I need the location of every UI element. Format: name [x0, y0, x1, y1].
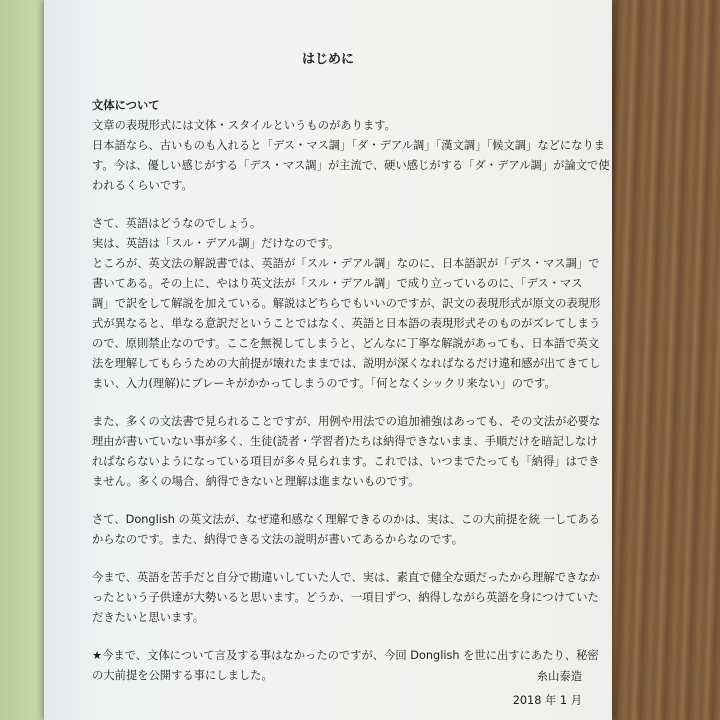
text-line: 書いてある。その上に、やはり英文法が「スル・デアル調」で成り立っているのに、「デス・マス [92, 277, 583, 290]
text-line: の大前提を公開する事にしました。 [92, 669, 273, 682]
paragraph-4 [92, 510, 602, 550]
text-line: 文章の表現形式には文体・スタイルというものがあります。 [92, 119, 396, 132]
text-line: 日本語なら、古いものも入れると「デス・マス調」「ダ・デアル調」「漢文調」「候文調」などになりま [92, 139, 606, 152]
text-line: だきたいと思います。 [92, 611, 205, 624]
text-line: 今まで、英語を苦手だと自分で勘違いしていた人で、実は、素直で健全な頭だったから理解できなか [92, 571, 600, 584]
text-line: ません。多くの場合、納得できないと理解は進まないものです。 [92, 475, 420, 488]
text-line: 調」で訳をして解説を加えている。解説はどちらでもいいのですが、訳文の表現形式が原文の表現形 [92, 297, 601, 310]
paragraph-spacer [92, 550, 602, 568]
page-title: はじめに [301, 52, 354, 67]
text-line: 法を理解してもらうための大前提が壊れたままでは、説明が深くなればなるだけ違和感が出てきてし [92, 357, 601, 370]
paragraph-3 [92, 412, 602, 492]
text-line: す。今は、優しい感じがする「デス・マス調」が主流で、硬い感じがする「ダ・デアル調」が論文で使 [92, 159, 610, 172]
text-line: 理由が書いていない事が多く、生徒(読者・学習者)たちは納得できないまま、手順だけを暗記しなけ [92, 435, 598, 448]
text-line: さて、英語はどうなのでしょう。 [92, 217, 262, 230]
text-line: ので、原則禁止なのです。ここを無視してしまうと、どんなに丁寧な解説があっても、日本語で英文 [92, 337, 600, 350]
page-body [92, 96, 610, 686]
text-line: 実は、英語は「スル・デアル調」だけなのです。 [92, 237, 340, 250]
paragraph-spacer [92, 628, 602, 646]
text-line: 式が異なると、単なる意訳だということではなく、英語と日本語の表現形式そのものがズレてしまう [92, 317, 601, 330]
paragraph-spacer [92, 492, 602, 510]
paragraph-6 [92, 646, 602, 686]
paragraph-spacer [92, 196, 602, 214]
text-line: からなのです。また、納得できる文法の説明が書いてあるからなのです。 [92, 533, 463, 546]
paragraph-5 [92, 568, 602, 628]
section-heading: 文体について [92, 99, 160, 112]
text-line: ところが、英文法の解説書では、英語が「スル・デアル調」なのに、日本語訳が「デス・マス調」で [92, 257, 600, 270]
text-line: われるくらいです。 [92, 179, 193, 192]
publication-date: 2018 年 1 月 [512, 694, 582, 707]
text-line: ればならないようになっている項目が多々見られます。これでは、いつまでたっても「納得」はでき [92, 455, 600, 468]
author-name: 糸山泰造 [536, 670, 582, 683]
paragraph-spacer [92, 394, 602, 412]
paragraph-1 [92, 116, 610, 196]
paragraph-2 [92, 214, 602, 394]
text-line: まい、入力(理解)にブレーキがかかってしまうのです。「何となくシックリ来ない」のです。 [92, 377, 556, 390]
text-line: また、多くの文法書で見られることですが、用例や用法での追加補強はあっても、その文法が必要な [92, 415, 601, 428]
text-line: ったという子供達が大勢いると思います。どうか、一項目ずつ、納得しながら英語を身につけていた [92, 591, 599, 604]
text-line: ★今まで、文体について言及する事はなかったのですが、今回 Donglish を世に出すにあたり、秘密 [92, 649, 599, 662]
document-page [44, 0, 612, 720]
text-line: さて、Donglish の英文法が、なぜ違和感なく理解できるのかは、実は、この大前提を統 一してある [92, 513, 601, 526]
wooden-table-background [600, 0, 720, 720]
